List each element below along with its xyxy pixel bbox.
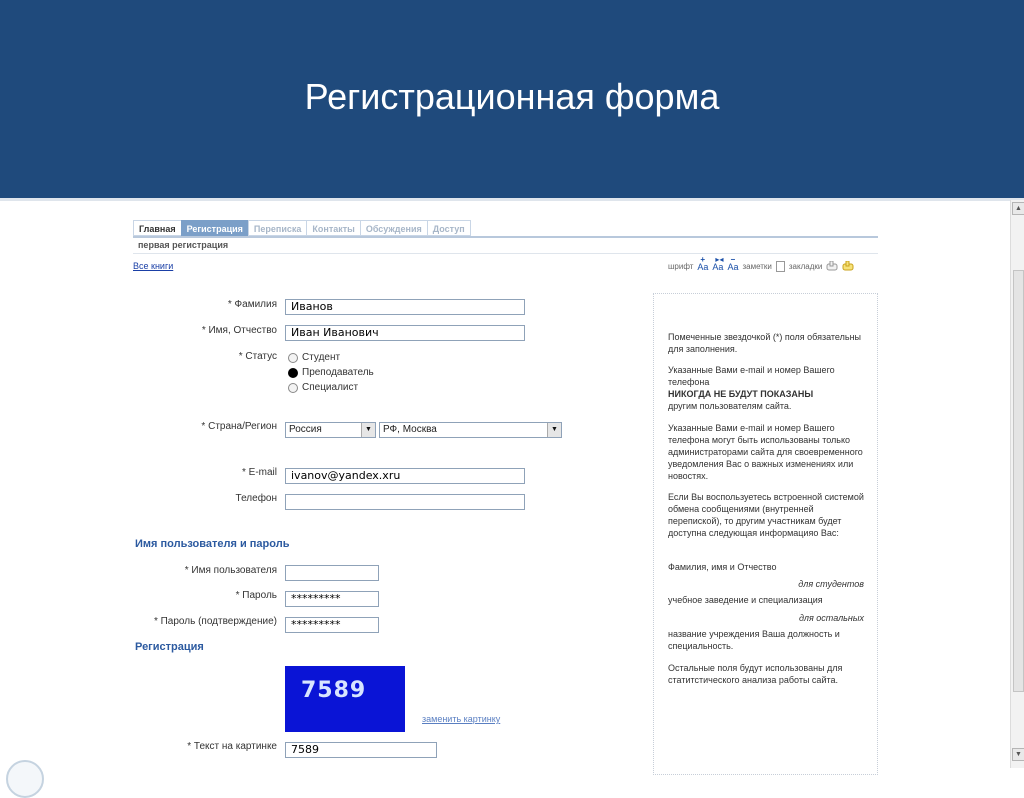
- captcha-image-text: 7589: [301, 678, 367, 703]
- captcha-label: * Текст на картинке: [187, 741, 277, 752]
- captcha-field[interactable]: 7589: [285, 742, 437, 758]
- info-admin-use: Указанные Вами e-mail и номер Вашего телефона могут быть использованы только администраторами сайта для своевременного уведомления Вас о важных изменениях или новостях.: [668, 423, 863, 481]
- note-icon[interactable]: [776, 261, 785, 272]
- country-select[interactable]: Россия ▼: [285, 422, 376, 438]
- bookmark-hand-active-icon[interactable]: [842, 261, 854, 271]
- info-for-students: для студентов: [798, 579, 864, 589]
- tab-home[interactable]: Главная: [133, 220, 181, 236]
- status-option-specialist[interactable]: Специалист: [288, 382, 358, 393]
- scroll-thumb[interactable]: [1013, 270, 1024, 692]
- info-students-detail: учебное заведение и специализация: [668, 595, 823, 605]
- tab-correspondence[interactable]: Переписка: [248, 220, 306, 236]
- scroll-down-icon[interactable]: ▼: [1012, 748, 1024, 761]
- username-label: * Имя пользователя: [184, 565, 277, 576]
- captcha-image: [285, 666, 405, 732]
- font-increase-icon[interactable]: + Aa: [697, 255, 709, 272]
- tab-discussions[interactable]: Обсуждения: [360, 220, 427, 236]
- tab-registration[interactable]: Регистрация: [181, 220, 248, 236]
- status-option-student[interactable]: Студент: [288, 352, 340, 363]
- bookmarks-label[interactable]: закладки: [788, 261, 823, 271]
- credentials-heading: Имя пользователя и пароль: [135, 538, 290, 550]
- info-messaging: Если Вы воспользуетесь встроенной системой обмена сообщениями (внутренней перепиской), то другим участникам будет доступна следующая информацияо Вас:: [668, 492, 864, 538]
- info-for-others: для остальных: [798, 613, 864, 623]
- registration-heading: Регистрация: [135, 641, 204, 653]
- info-statistics: Остальные поля будут использованы для статитстического анализа работы сайта.: [668, 663, 843, 685]
- font-reset-icon[interactable]: ▸◂ Aa: [712, 255, 724, 272]
- email-field[interactable]: ivanov@yandex.xru: [285, 468, 525, 484]
- country-label: * Страна/Регион: [201, 421, 277, 432]
- subtab-first-registration[interactable]: первая регистрация: [138, 240, 229, 250]
- slide-banner: [0, 0, 1024, 198]
- info-privacy-a: Указанные Вами e-mail и номер Вашего телефона: [668, 365, 835, 387]
- subtab-divider: [133, 253, 878, 254]
- surname-field[interactable]: Иванов: [285, 299, 525, 315]
- password-confirm-label: * Пароль (подтверждение): [153, 616, 277, 627]
- notes-label[interactable]: заметки: [742, 261, 772, 271]
- vertical-scrollbar[interactable]: [1010, 200, 1024, 768]
- reader-toolbar: [668, 255, 854, 273]
- info-panel: [653, 293, 878, 775]
- phone-field[interactable]: [285, 494, 525, 510]
- nav-tabs: [133, 220, 471, 236]
- name-field[interactable]: Иван Иванович: [285, 325, 525, 341]
- swap-captcha-link[interactable]: заменить картинку: [422, 714, 501, 724]
- slide-title: Регистрационная форма: [304, 76, 720, 117]
- phone-label: Телефон: [235, 493, 277, 504]
- surname-label: * Фамилия: [227, 299, 277, 310]
- radio-student[interactable]: [288, 353, 298, 363]
- status-option-teacher[interactable]: Преподаватель: [288, 367, 374, 378]
- info-privacy-b: НИКОГДА НЕ БУДУТ ПОКАЗАНЫ: [668, 389, 814, 399]
- username-field[interactable]: [285, 565, 379, 581]
- status-label: * Статус: [238, 351, 277, 362]
- font-label: шрифт: [668, 261, 694, 271]
- name-label: * Имя, Отчество: [201, 325, 277, 336]
- scroll-up-icon[interactable]: ▲: [1012, 202, 1024, 215]
- email-label: * E-mail: [241, 467, 277, 478]
- bookmark-hand-icon[interactable]: [826, 261, 838, 271]
- info-privacy-c: другим пользователям сайта.: [668, 401, 792, 411]
- radio-specialist[interactable]: [288, 383, 298, 393]
- password-field[interactable]: *********: [285, 591, 379, 607]
- password-label: * Пароль: [235, 590, 277, 601]
- info-required: Помеченные звездочкой (*) поля обязательны для заполнения.: [668, 332, 862, 354]
- region-select[interactable]: РФ, Москва ▼: [379, 422, 562, 438]
- tab-access[interactable]: Доступ: [427, 220, 471, 236]
- password-confirm-field[interactable]: *********: [285, 617, 379, 633]
- info-fio: Фамилия, имя и Отчество: [668, 562, 777, 572]
- info-others-detail: название учреждения Ваша должность и специальность.: [668, 629, 840, 651]
- banner-divider: [0, 198, 1024, 201]
- tabs-divider: [133, 236, 878, 238]
- radio-teacher[interactable]: [288, 368, 298, 378]
- font-decrease-icon[interactable]: − Aa: [727, 255, 739, 272]
- all-books-link[interactable]: Все книги: [133, 261, 174, 271]
- chevron-down-icon[interactable]: ▼: [547, 423, 561, 437]
- tab-contacts[interactable]: Контакты: [306, 220, 359, 236]
- chevron-down-icon[interactable]: ▼: [361, 423, 375, 437]
- slide-nav-circle[interactable]: [6, 760, 44, 798]
